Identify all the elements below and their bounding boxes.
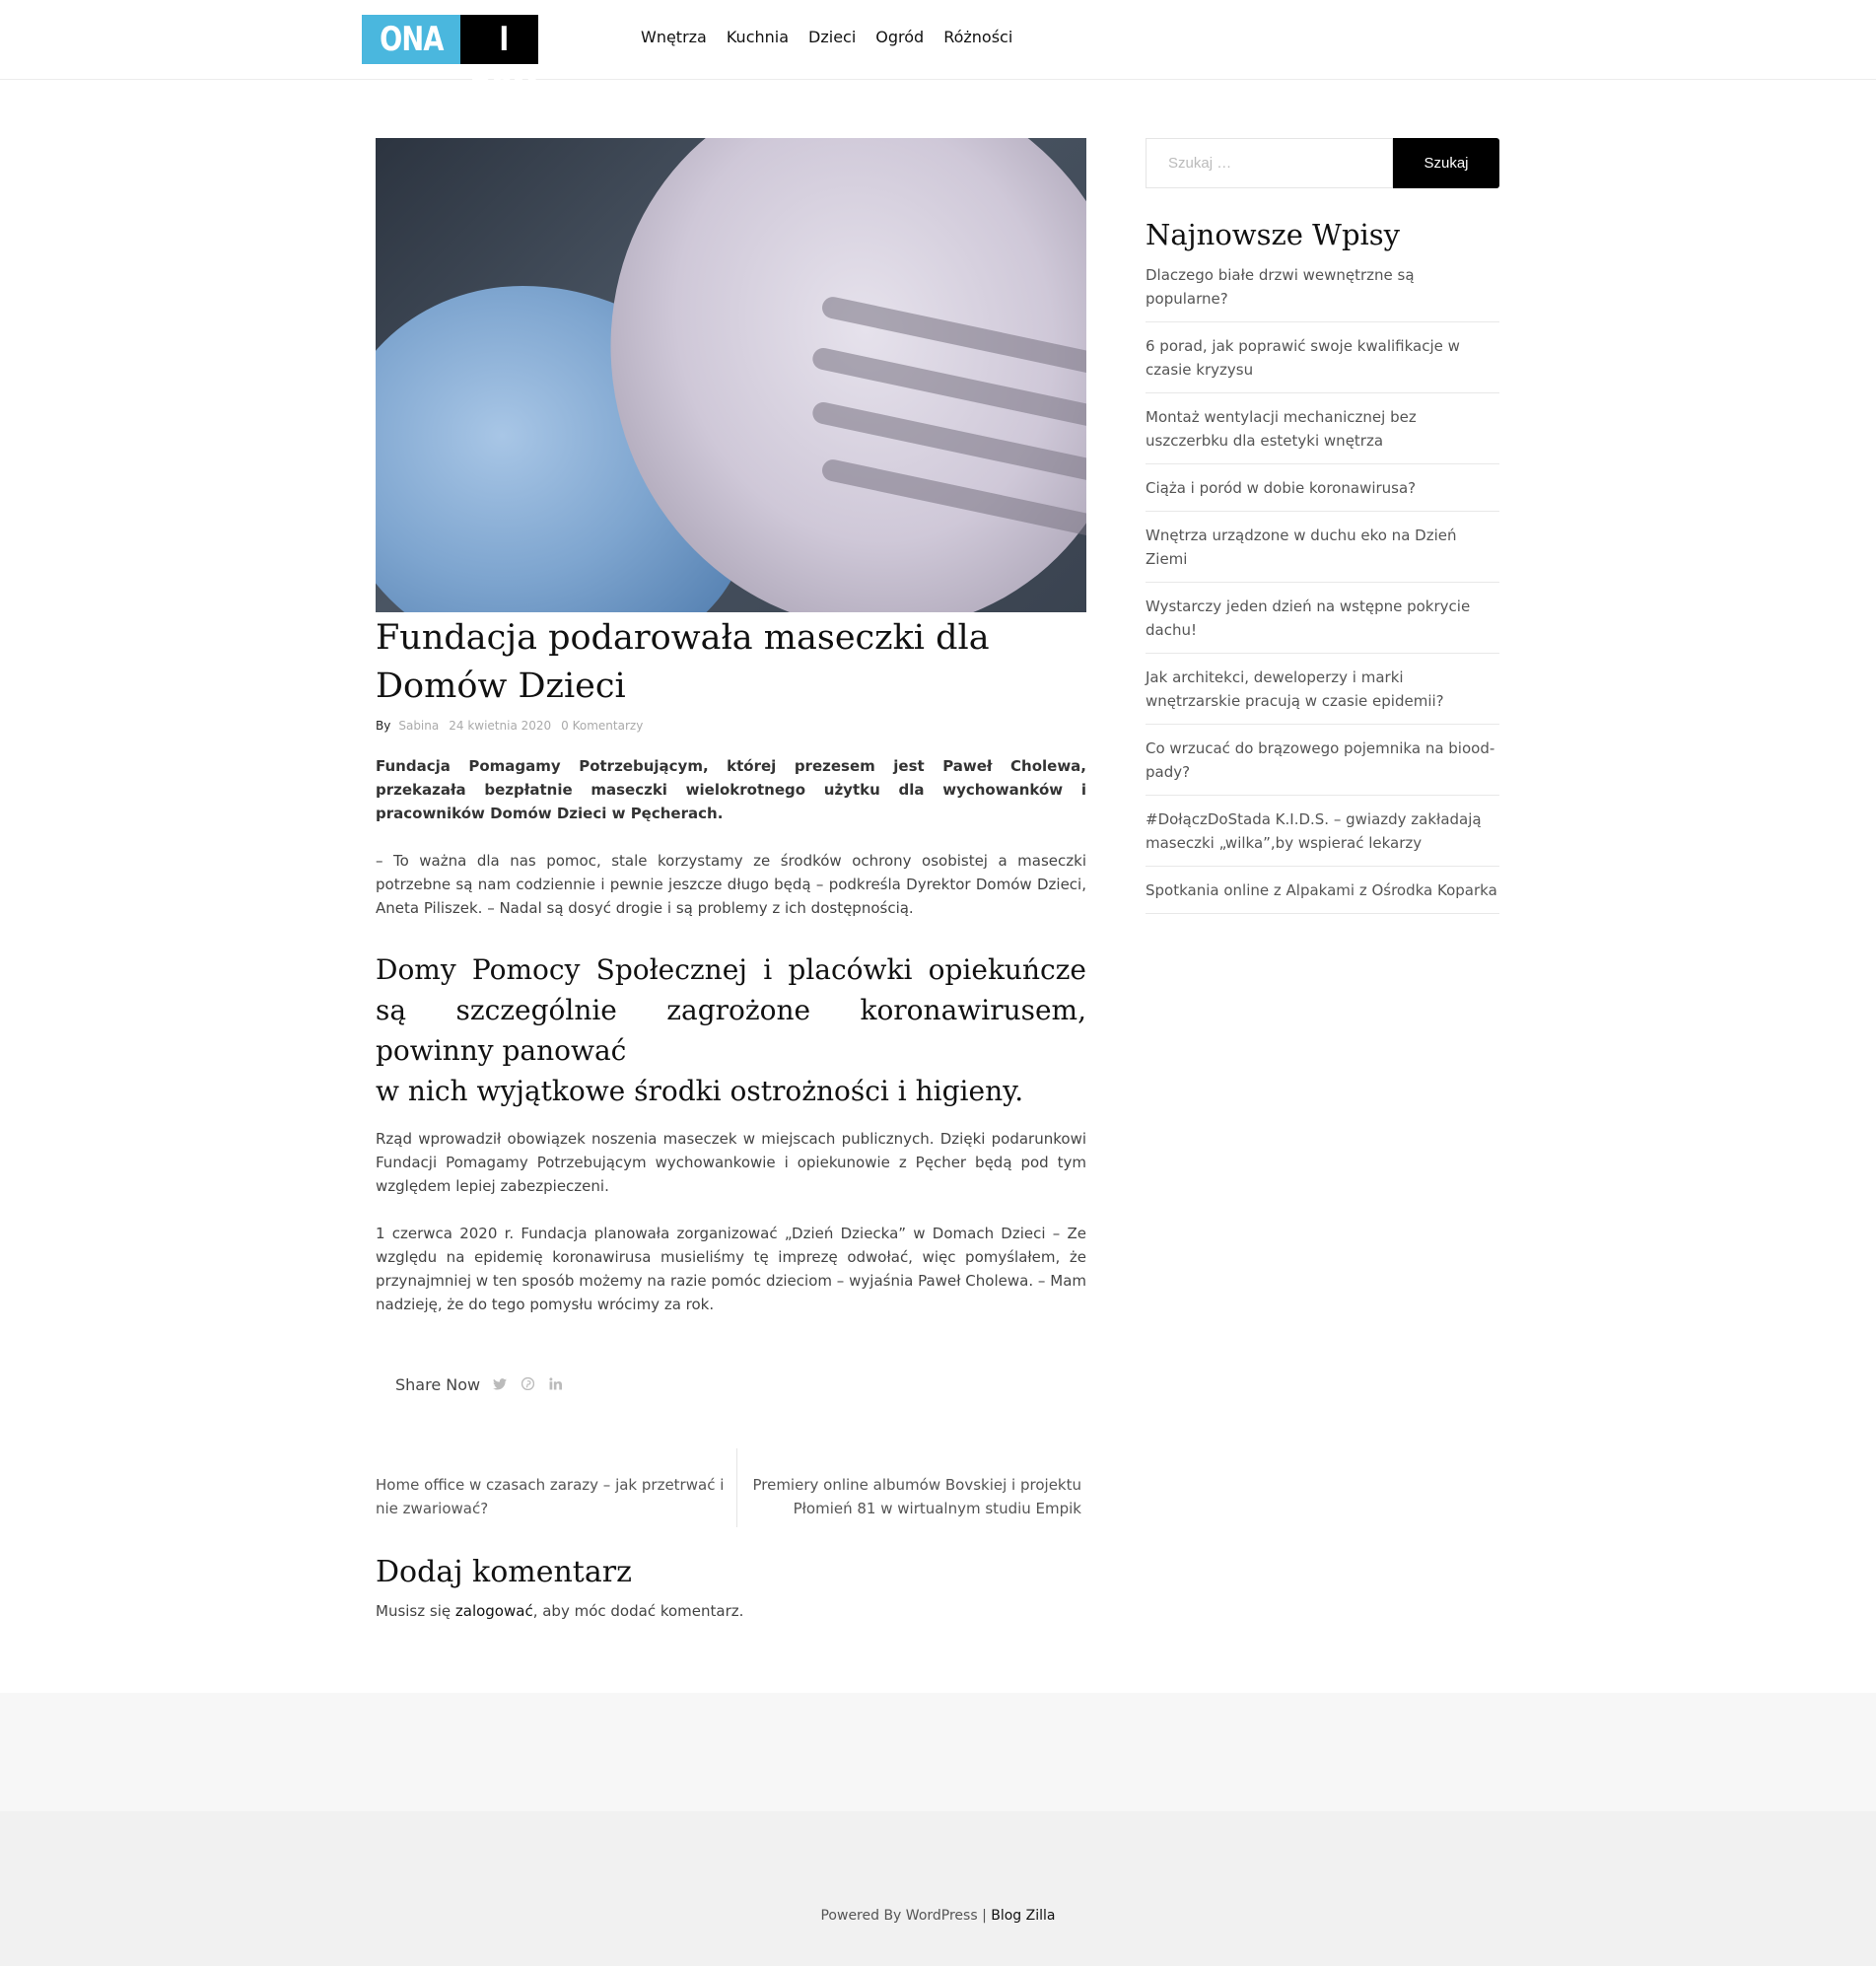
featured-image (376, 138, 1086, 612)
prev-post-link[interactable]: Home office w czasach zarazy – jak przetrwać i nie zwariować? (376, 1448, 737, 1527)
post-lead: Fundacja Pomagamy Potrzebującym, której prezesem jest Paweł Cholewa, przekazała bezpłatnie maseczki wielokrotnego użytku dla wychowanków i pracowników Domów Dzieci w Pęcherach. (376, 757, 1086, 822)
subheading-line-2: w nich wyjątkowe środki ostrożności i higieny. (376, 1075, 1024, 1107)
search-form (1146, 138, 1499, 188)
pinterest-icon[interactable] (520, 1376, 535, 1394)
footer-separator: | (982, 1908, 987, 1924)
logo-part-ona (362, 15, 460, 64)
nav-item-ogrod[interactable]: Ogród (875, 28, 925, 46)
comments-heading: Dodaj komentarz (376, 1555, 632, 1589)
login-note-after: , aby móc dodać komentarz. (532, 1602, 744, 1620)
main-nav (641, 28, 1012, 46)
login-note-before: Musisz się (376, 1602, 455, 1620)
recent-post-link[interactable]: #DołączDoStada K.I.D.S. – gwiazdy zakładają maseczki „wilka”,by wspierać lekarzy (1146, 796, 1499, 867)
share-label: Share Now (395, 1375, 481, 1394)
sidebar (1146, 138, 1499, 914)
footer (0, 1811, 1876, 1966)
next-post-link[interactable]: Premiery online albumów Bovskiej i projektu Płomień 81 w wirtualnym studiu Empik (752, 1476, 1081, 1517)
recent-post-link[interactable]: Spotkania online z Alpakami z Ośrodka Koparka (1146, 867, 1499, 914)
post-subheading (376, 949, 1086, 1111)
meta-by: By (376, 719, 391, 733)
subheading-line-1: Domy Pomocy Społecznej i placówki opiekuńcze są szczególnie zagrożone koronawirusem, powinny panować (376, 953, 1086, 1067)
logo-part-idom (460, 15, 538, 108)
post-comments-count[interactable]: 0 Komentarzy (561, 719, 644, 733)
recent-post-link[interactable]: Jak architekci, deweloperzy i marki wnętrzarskie pracują w czasie epidemii? (1146, 654, 1499, 725)
nav-item-wnetrza[interactable]: Wnętrza (641, 28, 707, 46)
site-header (0, 0, 1876, 108)
search-input[interactable] (1146, 138, 1393, 188)
nav-item-dzieci[interactable]: Dzieci (808, 28, 857, 46)
site-logo[interactable] (362, 15, 538, 108)
post-date[interactable]: 24 kwietnia 2020 (449, 719, 552, 733)
footer-widgets-area (0, 1693, 1876, 1811)
recent-post-link[interactable]: Dlaczego białe drzwi wewnętrzne są popularne? (1146, 263, 1499, 322)
footer-credits (0, 1908, 1876, 1924)
recent-post-link[interactable]: Ciąża i poród w dobie koronawirusa? (1146, 464, 1499, 512)
search-button[interactable]: Szukaj (1393, 138, 1499, 188)
footer-theme-link[interactable]: Blog Zilla (991, 1908, 1056, 1924)
post-meta (376, 719, 1086, 733)
nav-item-roznosci[interactable]: Różności (943, 28, 1013, 46)
nav-item-kuchnia[interactable]: Kuchnia (726, 28, 790, 46)
post-paragraph: Rząd wprowadził obowiązek noszenia maseczek w miejscach publicznych. Dzięki podarunkowi Fundacji Pomagamy Potrzebującym wychowankowie i opiekunowie z Pęcher będą pod tym względem lepiej zabezpieczeni. (376, 1130, 1086, 1195)
post-content (376, 138, 1086, 1620)
post-title: Fundacja podarowała maseczki dla Domów Dzieci (376, 618, 990, 706)
recent-post-link[interactable]: Wnętrza urządzone w duchu eko na Dzień Ziemi (1146, 512, 1499, 583)
recent-post-link[interactable]: Co wrzucać do brązowego pojemnika na bioodpady? (1146, 725, 1499, 796)
post-navigation (376, 1448, 1086, 1527)
post-paragraph: 1 czerwca 2020 r. Fundacja planowała zorganizować „Dzień Dziecka” w Domach Dzieci – Ze względu na epidemię koronawirusa musieliśmy tę imprezę odwołać, więc pomyślałem, że przynajmniej w ten sposób możemy na razie pomóc dzieciom – wyjaśnia Paweł Cholewa. – Mam nadzieję, że do tego pomysłu wrócimy za rok. (376, 1225, 1086, 1313)
share-bar (395, 1375, 1086, 1394)
logo-text-1: ONA (379, 20, 444, 59)
recent-posts-title: Najnowsze Wpisy (1146, 218, 1401, 251)
post-author[interactable]: Sabina (398, 719, 440, 733)
login-link[interactable]: zalogować (454, 1602, 533, 1620)
footer-powered[interactable]: Powered By WordPress (820, 1908, 978, 1924)
logo-text-2: I DOM (469, 20, 538, 108)
post-paragraph: – To ważna dla nas pomoc, stale korzystamy ze środków ochrony osobistej a maseczki potrzebne są nam codziennie i pewnie jeszcze długo będą – podkreśla Dyrektor Domów Dzieci, Aneta Piliszek. – Nadal są dosyć drogie i są problemy z ich dostępnością. (376, 852, 1086, 917)
comments-login-note (376, 1602, 1086, 1620)
recent-posts-list (1146, 263, 1499, 914)
linkedin-icon[interactable] (547, 1376, 563, 1394)
recent-post-link[interactable]: 6 porad, jak poprawić swoje kwalifikacje w czasie kryzysu (1146, 322, 1499, 393)
twitter-icon[interactable] (492, 1376, 508, 1394)
recent-post-link[interactable]: Wystarczy jeden dzień na wstępne pokrycie dachu! (1146, 583, 1499, 654)
recent-post-link[interactable]: Montaż wentylacji mechanicznej bez uszczerbku dla estetyki wnętrza (1146, 393, 1499, 464)
